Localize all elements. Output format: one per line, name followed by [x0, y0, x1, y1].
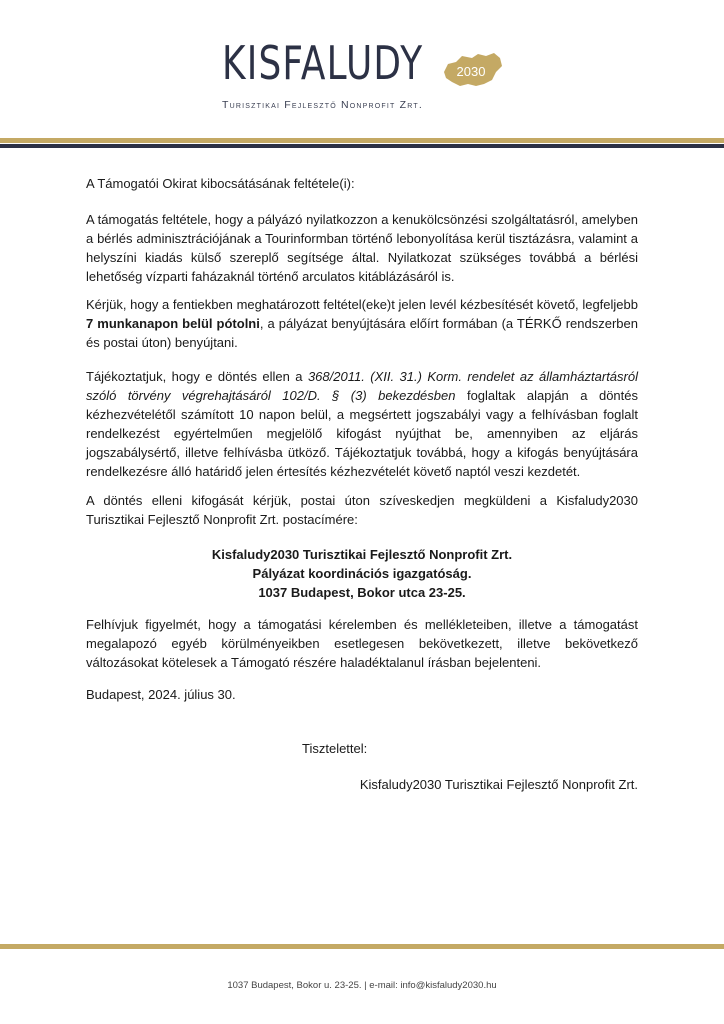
paragraph-text-part: foglaltak alapján a döntés kézhezvételétől számított 10 napon belül, a megsértett jogszabályi vagy a felhívásban foglalt rendelkezést egyértelműen megjelölő kifogást nyújthat be, amennyiben az eljárás jogszabálysértő, illetve felhívásba ütköző. Tájékoztatjuk továbbá, hogy a kifogás benyújtására rendelkezésre álló határidő jelen értesítés kézhezvételét követő naptól veszi kezdetét. [86, 388, 638, 479]
paragraph-text [86, 295, 638, 352]
paragraph-text: A támogatás feltétele, hogy a pályázó nyilatkozzon a kenukölcsönzési szolgáltatásról, amelyben a bérlés adminisztrációjának a Tourinformban történő lebonyolítása kerül tisztázásra, valamint a helyszíni kiadás külső szereplő segítsége által. Nyilatkozat szükséges továbbá a bérlési lehetőség vízparti faházaknál történő arculatos kitáblázásáról is. [86, 212, 638, 284]
paragraph-text-part: Tájékoztatjuk, hogy e döntés ellen a [86, 369, 308, 384]
paragraph-mailing [86, 491, 638, 529]
letter-intro [86, 174, 638, 193]
logo-badge: 2030 [456, 64, 486, 79]
paragraph-objection [86, 367, 638, 481]
address-line: 1037 Budapest, Bokor utca 23-25. [258, 585, 466, 600]
letter-signature: Kisfaludy2030 Turisztikai Fejlesztő Nonprofit Zrt. [359, 777, 638, 792]
logo-wordmark: KISFALUDY [222, 36, 424, 90]
deadline-emphasis: 7 munkanapon belül pótolni [86, 316, 260, 331]
intro-text: A Támogatói Okirat kibocsátásának feltétele(i): [86, 176, 355, 191]
postal-address [86, 545, 638, 602]
paragraph-text-part: , a pályázat benyújtására előírt formában (a TÉRKŐ rendszerben és postai úton) benyújtani. [86, 316, 638, 350]
paragraph-condition [86, 210, 638, 286]
paragraph-deadline [86, 295, 638, 352]
header-gold-band [0, 138, 724, 143]
footer-contact: 1037 Budapest, Bokor u. 23-25. | e-mail: info@kisfaludy2030.hu [227, 980, 497, 991]
regulation-reference: 368/2011. (XII. 31.) Korm. rendelet az államháztartásról szóló törvény végrehajtásáról 102/D. § (3) bekezdésben [86, 369, 638, 403]
hungary-map-logo-icon [438, 50, 506, 90]
paragraph-text [86, 367, 638, 481]
paragraph-notice [86, 615, 638, 672]
footer-gold-band [0, 944, 724, 949]
paragraph-text-part: Kérjük, hogy a fentiekben meghatározott feltétel(eke)t jelen levél kézbesítését követő, legfeljebb [86, 297, 638, 312]
letterhead [0, 0, 724, 140]
address-line: Pályázat koordinációs igazgatóság. [252, 566, 472, 581]
paragraph-text: A döntés elleni kifogását kérjük, postai úton szíveskedjen megküldeni a Kisfaludy2030 Turisztikai Fejlesztő Nonprofit Zrt. postacímére: [86, 493, 638, 527]
paragraph-text: Felhívjuk figyelmét, hogy a támogatási kérelemben és mellékleteiben, illetve a támogatást megalapozó egyéb körülményeikben esetlegesen bekövetkezett, illetve bekövetkező változásokat kötelesek a Támogató részére haladéktalanul írásban bejelenteni. [86, 617, 638, 670]
logo-subtitle: Turisztikai Fejlesztő Nonprofit Zrt. [222, 99, 423, 111]
header-navy-band [0, 144, 724, 148]
letter-closing: Tisztelettel: [302, 741, 368, 756]
address-line: Kisfaludy2030 Turisztikai Fejlesztő Nonprofit Zrt. [211, 547, 513, 562]
letter-date: Budapest, 2024. július 30. [86, 687, 236, 702]
